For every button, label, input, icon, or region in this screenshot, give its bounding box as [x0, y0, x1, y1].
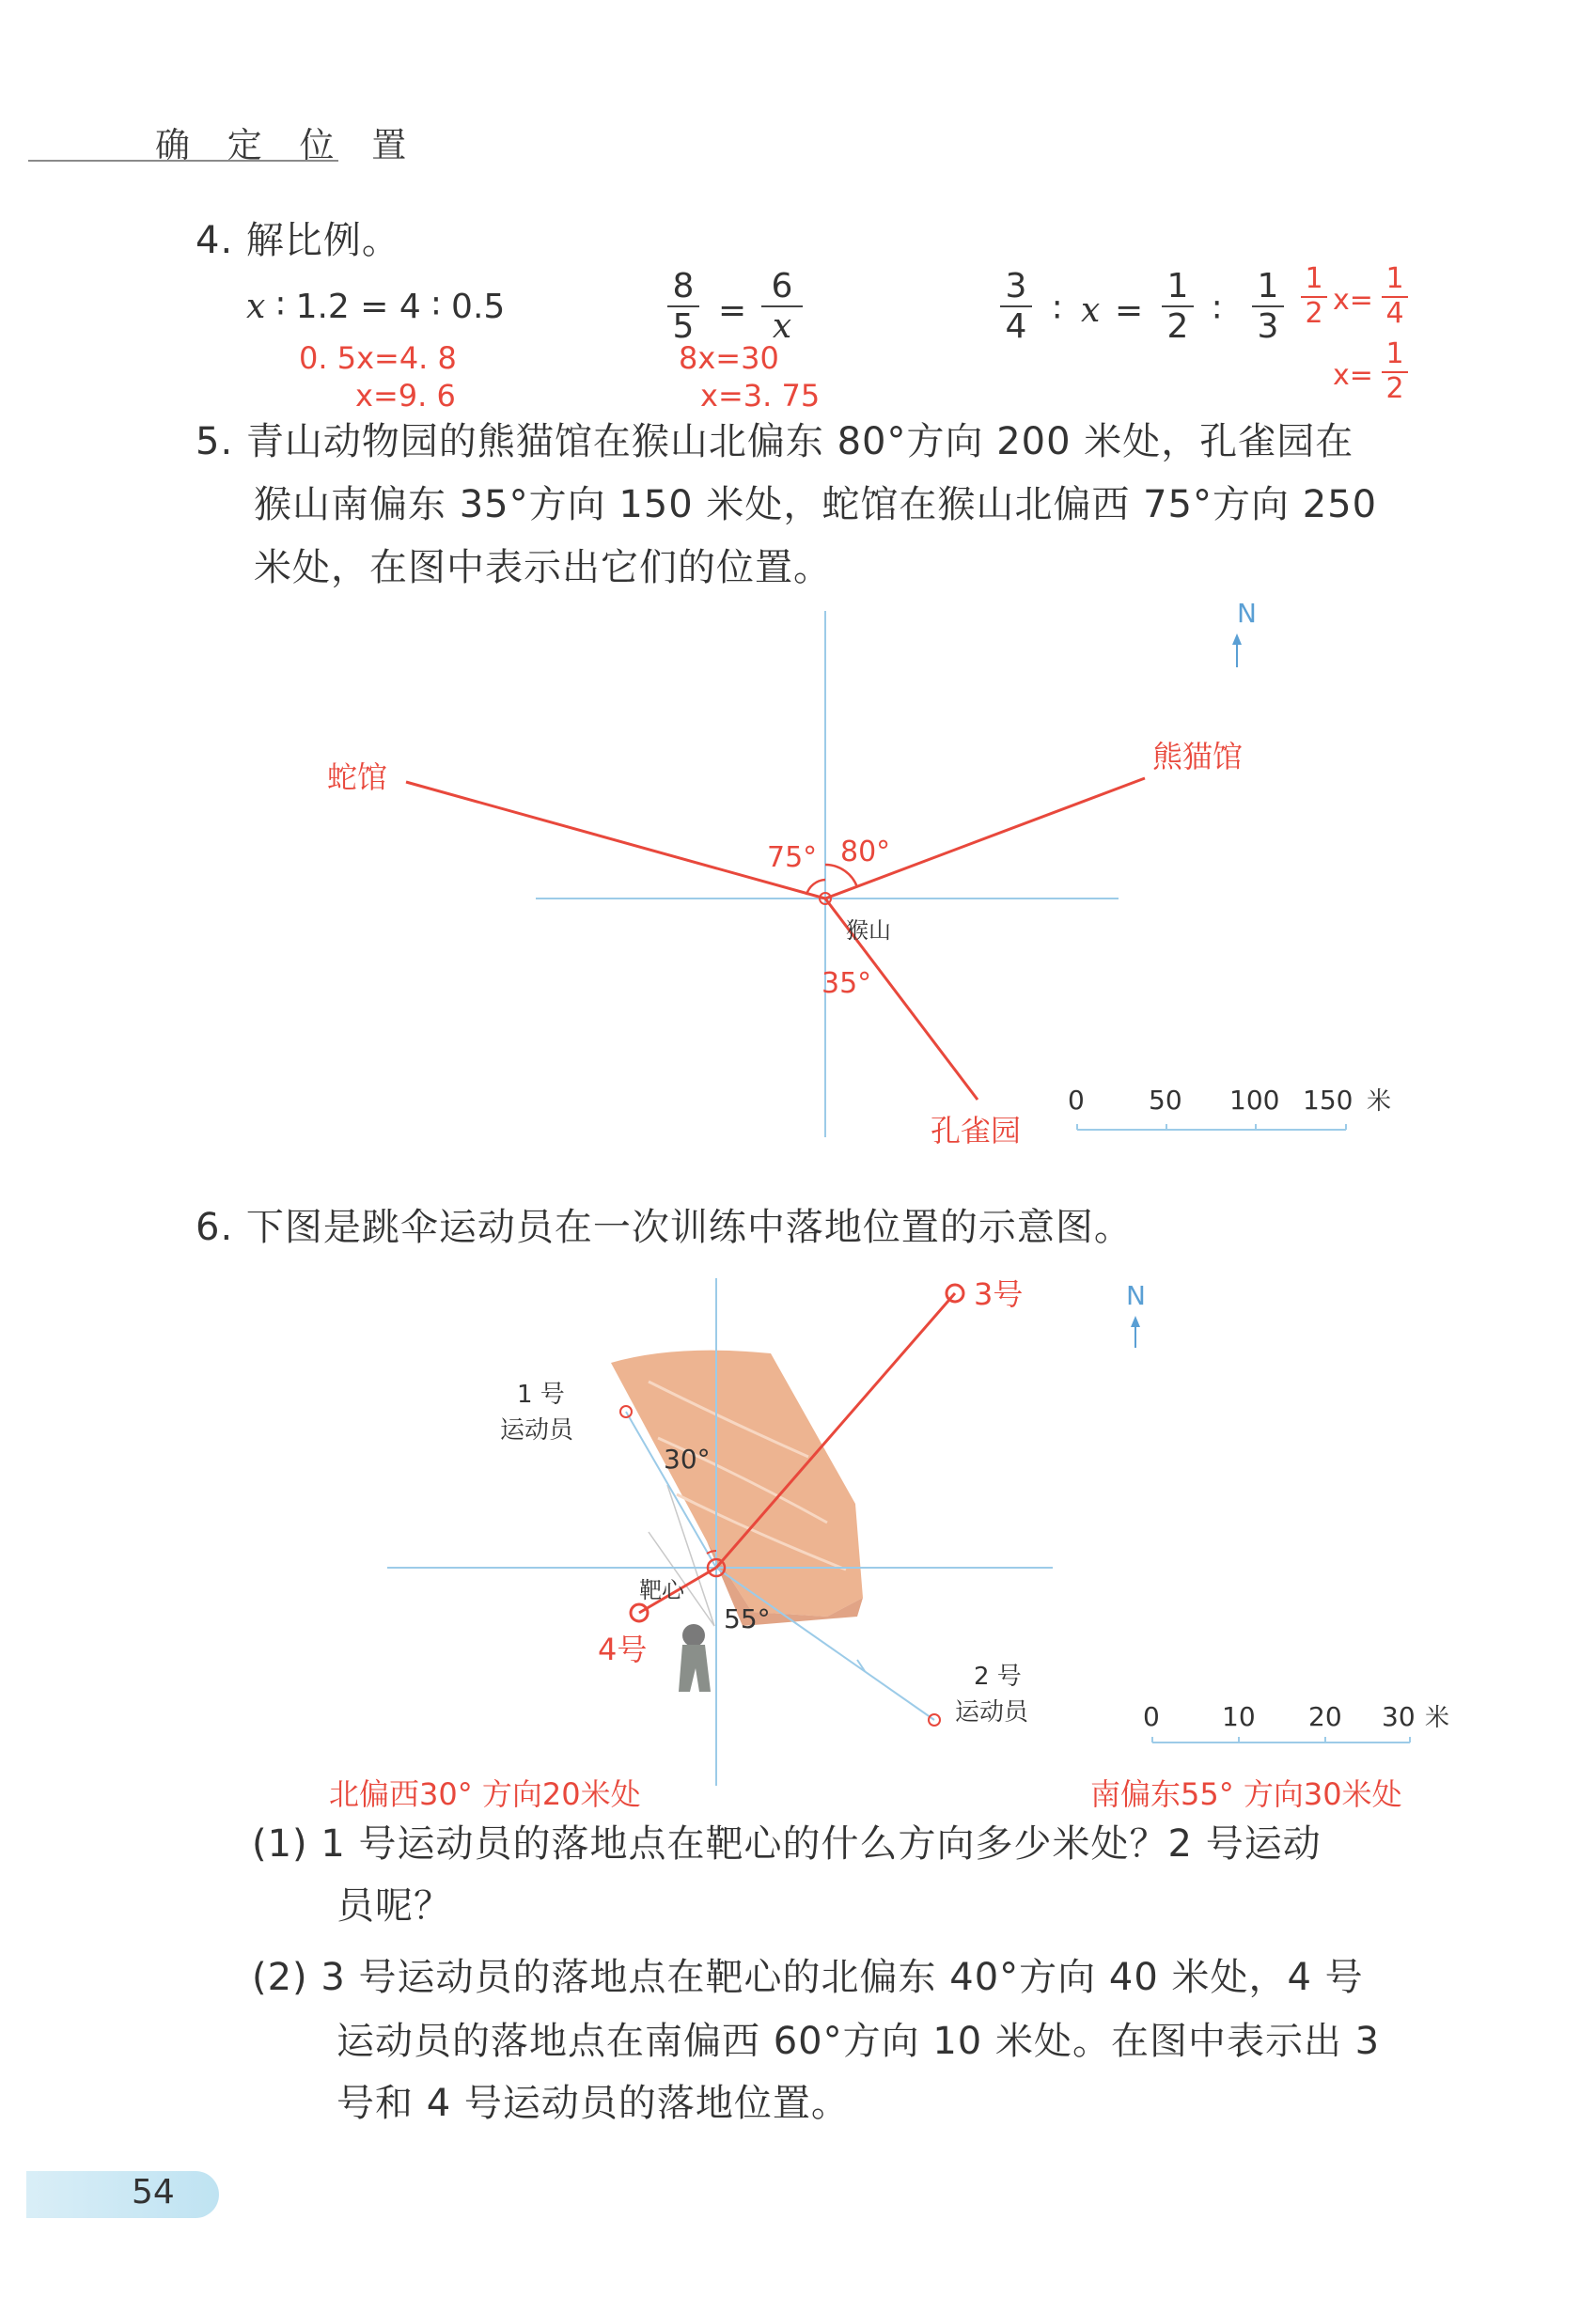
- q4-eq2-frac1: 8 5: [667, 267, 699, 347]
- q6-scale-20: 20: [1308, 1701, 1342, 1732]
- q4-eq1-answer2: x=9. 6: [355, 378, 456, 414]
- q6-sub1-line2: 员呢？: [336, 1884, 452, 1928]
- q6-north-arrowhead-icon: [1131, 1316, 1140, 1327]
- q4-title: 4. 解比例。: [196, 219, 400, 262]
- header-title: 确 定 位 置: [155, 125, 420, 165]
- q6-answer-athlete2: 南偏东55° 方向30米处: [1090, 1776, 1402, 1812]
- q4-eq1-rest: ∶ 1.2 = 4 ∶ 0.5: [275, 288, 506, 326]
- q5-scale-50: 50: [1149, 1085, 1182, 1116]
- q6-answer-athlete1: 北偏西30° 方向20米处: [329, 1776, 641, 1812]
- q4-eq1: [246, 288, 505, 326]
- q5-line3: 米处，在图中表示出它们的位置。: [254, 546, 832, 589]
- q5-label-center: 猴山: [846, 917, 891, 944]
- q4-eq2-equals: =: [718, 291, 747, 330]
- q6-title: 6. 下图是跳伞运动员在一次训练中落地位置的示意图。: [196, 1206, 1133, 1249]
- q5-line2: 猴山南偏东 35°方向 150 米处，蛇馆在猴山北偏西 75°方向 250: [254, 483, 1378, 526]
- page-number-tab: [26, 2171, 219, 2218]
- q5-scale-unit: 米: [1367, 1087, 1392, 1116]
- q6-athlete4-label: 4号: [598, 1632, 648, 1667]
- q6-athlete3-label: 3号: [974, 1276, 1024, 1312]
- q6-athlete1-label-a: 1 号: [517, 1381, 565, 1409]
- q4-eq3-answer-frac1: 1 2: [1301, 263, 1327, 330]
- q6-sub2-line2: 运动员的落地点在南偏西 60°方向 10 米处。在图中表示出 3: [336, 2020, 1381, 2063]
- q4-eq3-frac3: 1 3: [1252, 267, 1284, 347]
- header-divider: [28, 160, 338, 162]
- q4-eq3-colon1: ∶: [1053, 291, 1062, 330]
- q5-angle-nw: 75°: [767, 841, 818, 874]
- q5-arc-nw: [806, 880, 825, 895]
- page-number: 54: [132, 2173, 175, 2211]
- q6-scale-10: 10: [1222, 1701, 1256, 1732]
- parachutist-icon: [679, 1624, 711, 1692]
- q4-eq3-answer-mid: x=: [1333, 284, 1373, 317]
- q5-north-arrowhead-icon: [1232, 633, 1242, 645]
- q6-sub2-line1: (2) 3 号运动员的落地点在靶心的北偏东 40°方向 40 米处，4 号: [252, 1956, 1364, 1999]
- q5-scale-100: 100: [1229, 1085, 1280, 1116]
- q4-eq1-x: x: [246, 288, 266, 326]
- q6-scale-30: 30: [1382, 1701, 1416, 1732]
- q4-eq1-answer1: 0. 5x=4. 8: [299, 340, 457, 376]
- q5-angle-ne: 80°: [840, 836, 891, 868]
- q6-sub1-line1: (1) 1 号运动员的落地点在靶心的什么方向多少米处？2 号运动: [252, 1822, 1322, 1866]
- q6-angle-30: 30°: [664, 1444, 711, 1475]
- q5-label-peacock: 孔雀园: [931, 1113, 1022, 1149]
- q4-eq2-answer2: x=3. 75: [700, 378, 821, 414]
- q6-athlete1-label-b: 运动员: [500, 1416, 574, 1445]
- q5-line1: 5. 青山动物园的熊猫馆在猴山北偏东 80°方向 200 米处，孔雀园在: [196, 420, 1354, 463]
- q4-eq3-frac2: 1 2: [1162, 267, 1194, 347]
- q4-eq2-frac2: 6 x: [761, 267, 803, 347]
- q5-label-snake: 蛇馆: [327, 759, 388, 795]
- q6-athlete2-label-a: 2 号: [974, 1663, 1022, 1691]
- q5-snake-line: [406, 782, 825, 899]
- q4-eq3-answer2-prefix: x=: [1333, 359, 1373, 392]
- q6-scale-unit: 米: [1425, 1704, 1450, 1732]
- q4-eq3-frac1: 3 4: [1000, 267, 1032, 347]
- q4-eq3-answer2-frac: 1 2: [1382, 338, 1408, 405]
- q5-figure: [0, 583, 1596, 1165]
- q5-scale-150: 150: [1303, 1085, 1353, 1116]
- q6-north-label: N: [1126, 1280, 1146, 1311]
- q6-figure: [0, 1250, 1596, 1814]
- q5-angle-se: 35°: [821, 967, 872, 1000]
- q6-scale-0: 0: [1143, 1701, 1160, 1732]
- q4-eq2-answer1: 8x=30: [679, 340, 779, 376]
- q6-athlete2-label-b: 运动员: [955, 1698, 1029, 1727]
- q4-eq3-equals: =: [1115, 291, 1144, 330]
- q4-eq3-x: x: [1081, 291, 1101, 330]
- q5-north-label: N: [1237, 598, 1257, 629]
- q6-sub2-line3: 号和 4 号运动员的落地位置。: [336, 2082, 850, 2125]
- q5-label-panda: 熊猫馆: [1152, 739, 1244, 774]
- q6-center-label: 靶心: [639, 1577, 684, 1603]
- q5-scale-0: 0: [1068, 1085, 1085, 1116]
- q4-eq3-answer-frac2: 1 4: [1382, 263, 1408, 330]
- q6-angle-55: 55°: [724, 1603, 771, 1634]
- q4-eq3-colon2: ∶: [1213, 291, 1222, 330]
